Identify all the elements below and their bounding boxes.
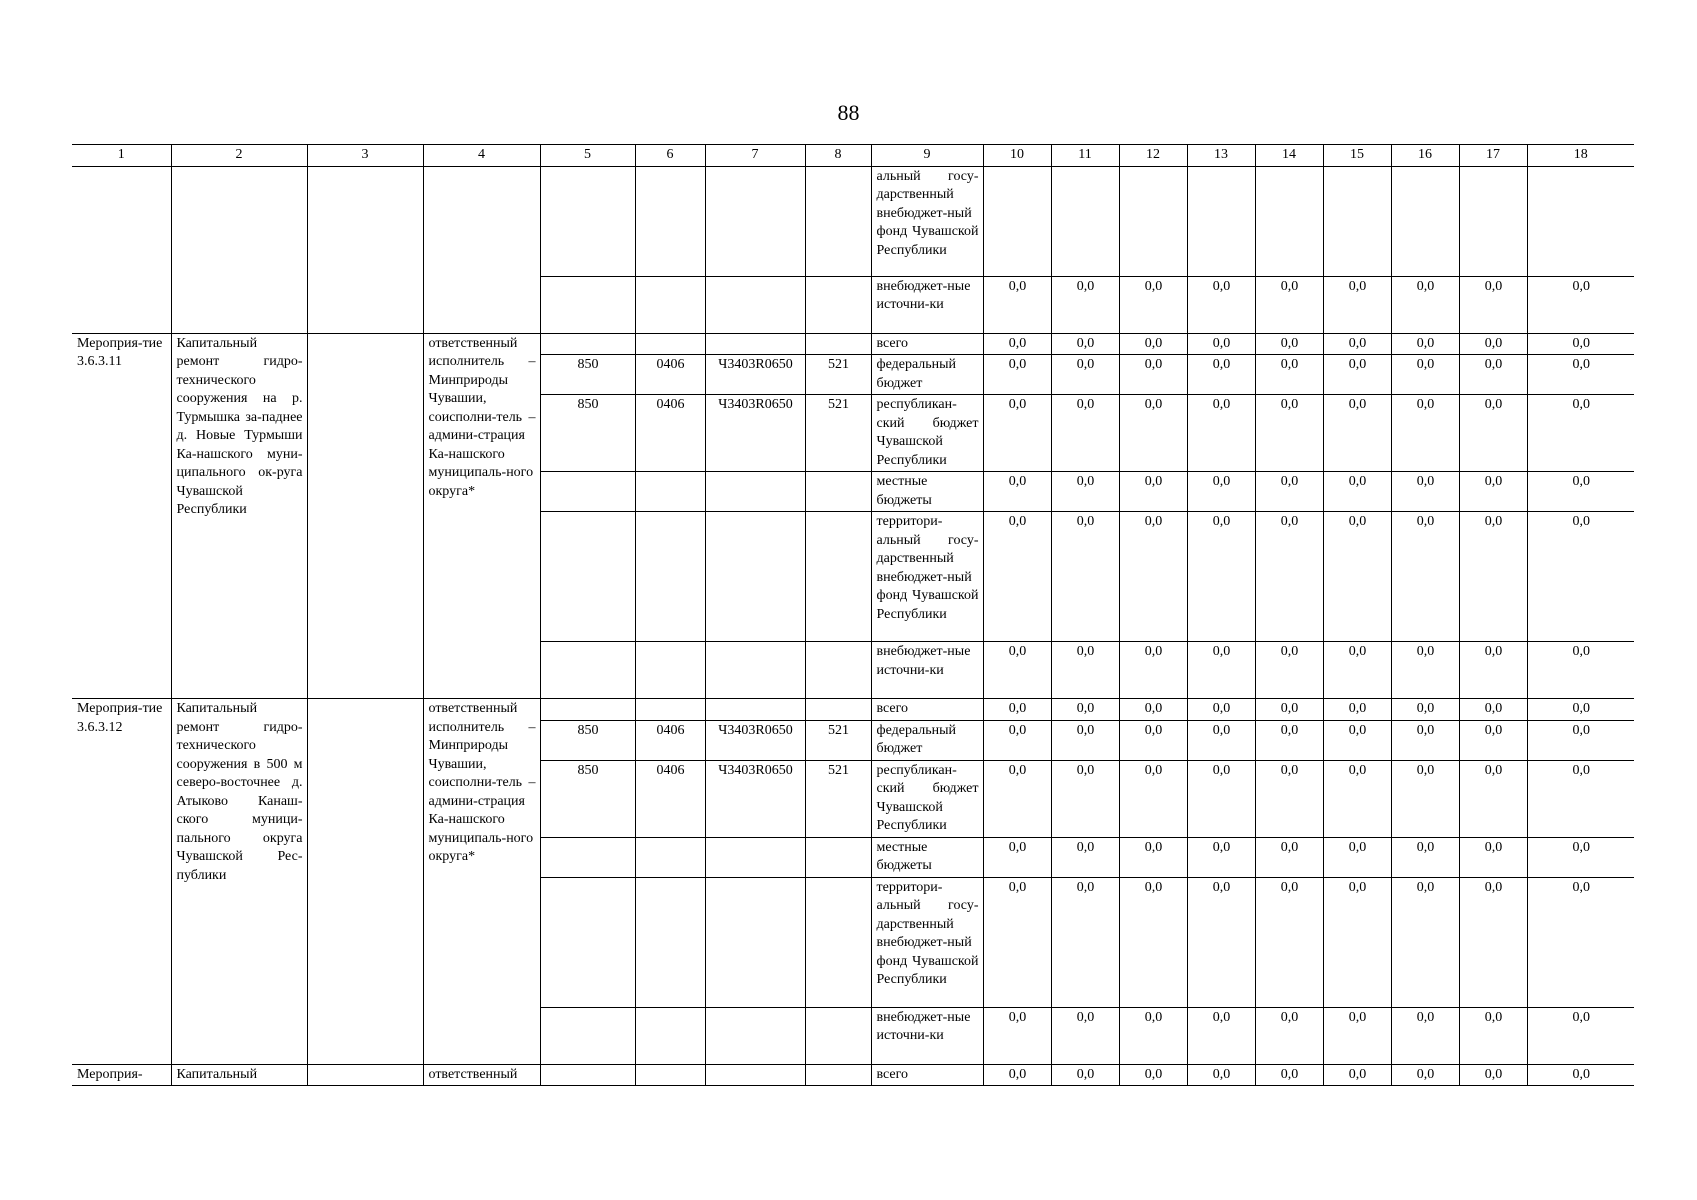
csr-cell: Ч3403R0650 bbox=[705, 355, 805, 395]
value-cell: 0,0 bbox=[983, 276, 1051, 333]
value-cell: 0,0 bbox=[1459, 472, 1527, 512]
value-cell: 0,0 bbox=[1187, 512, 1255, 642]
value-cell: 0,0 bbox=[1391, 333, 1459, 355]
value-cell: 0,0 bbox=[1391, 395, 1459, 472]
value-cell: 0,0 bbox=[983, 355, 1051, 395]
value-cell: 0,0 bbox=[1051, 276, 1119, 333]
grbs-cell bbox=[540, 1007, 635, 1064]
vr-cell: 521 bbox=[805, 720, 871, 760]
funding-source-cell: республикан-ский бюджет Чувашской Республики bbox=[871, 395, 983, 472]
value-cell: 0,0 bbox=[1255, 512, 1323, 642]
funding-source-cell: республикан-ский бюджет Чувашской Республики bbox=[871, 760, 983, 837]
value-cell: 0,0 bbox=[1051, 512, 1119, 642]
column-header: 7 bbox=[705, 145, 805, 167]
vr-cell bbox=[805, 1064, 871, 1086]
value-cell: 0,0 bbox=[1391, 837, 1459, 877]
column-header: 5 bbox=[540, 145, 635, 167]
csr-cell bbox=[705, 877, 805, 1007]
column-header: 15 bbox=[1323, 145, 1391, 167]
executor-cell bbox=[423, 166, 540, 333]
activity-id-cell: Мероприя-тие 3.6.3.11 bbox=[72, 333, 171, 699]
value-cell: 0,0 bbox=[1391, 1007, 1459, 1064]
value-cell: 0,0 bbox=[1459, 720, 1527, 760]
rz-cell bbox=[635, 333, 705, 355]
csr-cell bbox=[705, 642, 805, 699]
value-cell: 0,0 bbox=[1187, 760, 1255, 837]
csr-cell: Ч3403R0650 bbox=[705, 760, 805, 837]
value-cell: 0,0 bbox=[1527, 395, 1634, 472]
value-cell: 0,0 bbox=[1459, 1007, 1527, 1064]
value-cell: 0,0 bbox=[1527, 1007, 1634, 1064]
table-row bbox=[72, 1064, 1634, 1086]
vr-cell bbox=[805, 166, 871, 276]
value-cell: 0,0 bbox=[1391, 472, 1459, 512]
value-cell: 0,0 bbox=[1051, 1064, 1119, 1086]
budget-table bbox=[72, 144, 1634, 1086]
funding-source-cell: всего bbox=[871, 1064, 983, 1086]
value-cell: 0,0 bbox=[1051, 333, 1119, 355]
column-3-cell bbox=[307, 333, 423, 699]
value-cell: 0,0 bbox=[1119, 837, 1187, 877]
vr-cell bbox=[805, 877, 871, 1007]
rz-cell: 0406 bbox=[635, 395, 705, 472]
vr-cell bbox=[805, 642, 871, 699]
value-cell: 0,0 bbox=[983, 472, 1051, 512]
column-header: 14 bbox=[1255, 145, 1323, 167]
value-cell bbox=[1255, 166, 1323, 276]
value-cell: 0,0 bbox=[1051, 877, 1119, 1007]
value-cell: 0,0 bbox=[1527, 760, 1634, 837]
column-header: 11 bbox=[1051, 145, 1119, 167]
value-cell: 0,0 bbox=[1527, 355, 1634, 395]
funding-source-cell: территори-альный госу-дарственный внебюджет-ный фонд Чувашской Республики bbox=[871, 512, 983, 642]
value-cell: 0,0 bbox=[983, 512, 1051, 642]
table-row bbox=[72, 166, 1634, 276]
value-cell: 0,0 bbox=[1323, 1007, 1391, 1064]
activity-name-cell: Капитальный ремонт гидро-технического сооружения в 500 м северо-восточнее д. Атыково Канаш-ского муници-пального округа Чувашской Рес-публики bbox=[171, 699, 307, 1065]
vr-cell bbox=[805, 699, 871, 721]
column-header: 13 bbox=[1187, 145, 1255, 167]
value-cell: 0,0 bbox=[1255, 760, 1323, 837]
value-cell: 0,0 bbox=[983, 333, 1051, 355]
value-cell: 0,0 bbox=[983, 395, 1051, 472]
value-cell: 0,0 bbox=[1527, 837, 1634, 877]
value-cell: 0,0 bbox=[1459, 1064, 1527, 1086]
column-header: 17 bbox=[1459, 145, 1527, 167]
funding-source-cell: внебюджет-ные источни-ки bbox=[871, 642, 983, 699]
rz-cell bbox=[635, 1007, 705, 1064]
funding-source-cell: федеральный бюджет bbox=[871, 720, 983, 760]
value-cell: 0,0 bbox=[1323, 276, 1391, 333]
funding-source-cell: альный госу-дарственный внебюджет-ный фонд Чувашской Республики bbox=[871, 166, 983, 276]
column-header: 3 bbox=[307, 145, 423, 167]
value-cell: 0,0 bbox=[1255, 720, 1323, 760]
rz-cell: 0406 bbox=[635, 355, 705, 395]
value-cell: 0,0 bbox=[1391, 512, 1459, 642]
grbs-cell bbox=[540, 1064, 635, 1086]
activity-id-cell: Мероприя-тие 3.6.3.12 bbox=[72, 699, 171, 1065]
value-cell: 0,0 bbox=[1255, 355, 1323, 395]
grbs-cell: 850 bbox=[540, 355, 635, 395]
value-cell bbox=[1323, 166, 1391, 276]
column-number-row bbox=[72, 145, 1634, 167]
value-cell: 0,0 bbox=[1459, 699, 1527, 721]
value-cell: 0,0 bbox=[1459, 395, 1527, 472]
column-header: 9 bbox=[871, 145, 983, 167]
funding-source-cell: местные бюджеты bbox=[871, 472, 983, 512]
column-header: 12 bbox=[1119, 145, 1187, 167]
value-cell: 0,0 bbox=[1187, 720, 1255, 760]
value-cell: 0,0 bbox=[983, 720, 1051, 760]
vr-cell bbox=[805, 837, 871, 877]
grbs-cell bbox=[540, 166, 635, 276]
grbs-cell: 850 bbox=[540, 760, 635, 837]
value-cell bbox=[983, 166, 1051, 276]
value-cell: 0,0 bbox=[1527, 877, 1634, 1007]
value-cell: 0,0 bbox=[1119, 276, 1187, 333]
rz-cell bbox=[635, 699, 705, 721]
value-cell: 0,0 bbox=[1051, 699, 1119, 721]
value-cell: 0,0 bbox=[1323, 333, 1391, 355]
csr-cell: Ч3403R0650 bbox=[705, 395, 805, 472]
rz-cell: 0406 bbox=[635, 720, 705, 760]
activity-id-cell bbox=[72, 166, 171, 333]
value-cell: 0,0 bbox=[1323, 720, 1391, 760]
value-cell: 0,0 bbox=[1051, 395, 1119, 472]
value-cell: 0,0 bbox=[1119, 760, 1187, 837]
column-3-cell bbox=[307, 166, 423, 333]
vr-cell bbox=[805, 512, 871, 642]
rz-cell bbox=[635, 472, 705, 512]
csr-cell bbox=[705, 333, 805, 355]
value-cell: 0,0 bbox=[1051, 760, 1119, 837]
value-cell: 0,0 bbox=[1187, 877, 1255, 1007]
value-cell: 0,0 bbox=[1323, 1064, 1391, 1086]
value-cell: 0,0 bbox=[1051, 642, 1119, 699]
value-cell: 0,0 bbox=[983, 699, 1051, 721]
value-cell: 0,0 bbox=[983, 1007, 1051, 1064]
funding-source-cell: федеральный бюджет bbox=[871, 355, 983, 395]
value-cell: 0,0 bbox=[1323, 699, 1391, 721]
executor-cell: ответственный исполнитель – Минприроды Чувашии, соисполни-тель – админи-страция Ка-нашского муниципаль-ного округа* bbox=[423, 333, 540, 699]
value-cell: 0,0 bbox=[1391, 355, 1459, 395]
funding-source-cell: территори-альный госу-дарственный внебюджет-ный фонд Чувашской Республики bbox=[871, 877, 983, 1007]
value-cell: 0,0 bbox=[1119, 395, 1187, 472]
value-cell: 0,0 bbox=[1187, 699, 1255, 721]
value-cell: 0,0 bbox=[1391, 877, 1459, 1007]
value-cell: 0,0 bbox=[983, 877, 1051, 1007]
grbs-cell bbox=[540, 642, 635, 699]
value-cell: 0,0 bbox=[1323, 877, 1391, 1007]
value-cell: 0,0 bbox=[1255, 395, 1323, 472]
value-cell: 0,0 bbox=[983, 837, 1051, 877]
value-cell: 0,0 bbox=[1323, 642, 1391, 699]
column-header: 4 bbox=[423, 145, 540, 167]
page-number: 88 bbox=[837, 100, 860, 125]
activity-id-cell: Мероприя- bbox=[72, 1064, 171, 1086]
value-cell: 0,0 bbox=[1119, 877, 1187, 1007]
column-header: 10 bbox=[983, 145, 1051, 167]
funding-source-cell: внебюджет-ные источни-ки bbox=[871, 1007, 983, 1064]
csr-cell bbox=[705, 276, 805, 333]
value-cell: 0,0 bbox=[1391, 699, 1459, 721]
column-header: 16 bbox=[1391, 145, 1459, 167]
value-cell: 0,0 bbox=[1459, 837, 1527, 877]
rz-cell bbox=[635, 642, 705, 699]
value-cell: 0,0 bbox=[1119, 1064, 1187, 1086]
value-cell: 0,0 bbox=[1323, 837, 1391, 877]
value-cell: 0,0 bbox=[1459, 512, 1527, 642]
activity-name-cell: Капитальный bbox=[171, 1064, 307, 1086]
value-cell bbox=[1051, 166, 1119, 276]
column-3-cell bbox=[307, 699, 423, 1065]
grbs-cell bbox=[540, 333, 635, 355]
value-cell: 0,0 bbox=[1527, 699, 1634, 721]
vr-cell: 521 bbox=[805, 760, 871, 837]
csr-cell bbox=[705, 472, 805, 512]
executor-cell: ответственный bbox=[423, 1064, 540, 1086]
value-cell bbox=[1187, 166, 1255, 276]
value-cell: 0,0 bbox=[1187, 355, 1255, 395]
funding-source-cell: всего bbox=[871, 333, 983, 355]
activity-name-cell: Капитальный ремонт гидро-технического сооружения на р. Турмышка за-паднее д. Новые Турмыши Ка-нашского муни-ципального ок-руга Чувашской Республики bbox=[171, 333, 307, 699]
csr-cell: Ч3403R0650 bbox=[705, 720, 805, 760]
grbs-cell bbox=[540, 472, 635, 512]
value-cell: 0,0 bbox=[1527, 472, 1634, 512]
value-cell: 0,0 bbox=[1119, 512, 1187, 642]
value-cell: 0,0 bbox=[1119, 699, 1187, 721]
value-cell: 0,0 bbox=[1323, 512, 1391, 642]
value-cell: 0,0 bbox=[1255, 333, 1323, 355]
value-cell: 0,0 bbox=[1323, 760, 1391, 837]
value-cell: 0,0 bbox=[983, 760, 1051, 837]
value-cell: 0,0 bbox=[1459, 760, 1527, 837]
value-cell: 0,0 bbox=[1527, 720, 1634, 760]
column-header: 8 bbox=[805, 145, 871, 167]
rz-cell bbox=[635, 166, 705, 276]
rz-cell bbox=[635, 276, 705, 333]
funding-source-cell: всего bbox=[871, 699, 983, 721]
value-cell: 0,0 bbox=[983, 642, 1051, 699]
value-cell: 0,0 bbox=[1255, 699, 1323, 721]
funding-source-cell: местные бюджеты bbox=[871, 837, 983, 877]
value-cell: 0,0 bbox=[1459, 333, 1527, 355]
value-cell: 0,0 bbox=[1527, 276, 1634, 333]
csr-cell bbox=[705, 1007, 805, 1064]
value-cell: 0,0 bbox=[1323, 395, 1391, 472]
vr-cell: 521 bbox=[805, 355, 871, 395]
activity-name-cell bbox=[171, 166, 307, 333]
grbs-cell bbox=[540, 877, 635, 1007]
value-cell: 0,0 bbox=[1459, 642, 1527, 699]
table-row bbox=[72, 333, 1634, 355]
grbs-cell bbox=[540, 512, 635, 642]
value-cell: 0,0 bbox=[1391, 642, 1459, 699]
grbs-cell: 850 bbox=[540, 395, 635, 472]
value-cell: 0,0 bbox=[1255, 837, 1323, 877]
value-cell: 0,0 bbox=[1187, 472, 1255, 512]
value-cell: 0,0 bbox=[1187, 333, 1255, 355]
csr-cell bbox=[705, 512, 805, 642]
value-cell bbox=[1459, 166, 1527, 276]
vr-cell bbox=[805, 1007, 871, 1064]
value-cell: 0,0 bbox=[1119, 355, 1187, 395]
value-cell: 0,0 bbox=[1187, 1007, 1255, 1064]
value-cell: 0,0 bbox=[1459, 276, 1527, 333]
value-cell: 0,0 bbox=[1527, 1064, 1634, 1086]
value-cell: 0,0 bbox=[1187, 642, 1255, 699]
rz-cell bbox=[635, 877, 705, 1007]
executor-cell: ответственный исполнитель – Минприроды Чувашии, соисполни-тель – админи-страция Ка-нашского муниципаль-ного округа* bbox=[423, 699, 540, 1065]
value-cell: 0,0 bbox=[1051, 1007, 1119, 1064]
vr-cell bbox=[805, 276, 871, 333]
value-cell: 0,0 bbox=[1187, 395, 1255, 472]
value-cell: 0,0 bbox=[1391, 720, 1459, 760]
value-cell: 0,0 bbox=[1323, 472, 1391, 512]
value-cell: 0,0 bbox=[1459, 355, 1527, 395]
vr-cell: 521 bbox=[805, 395, 871, 472]
value-cell: 0,0 bbox=[1391, 760, 1459, 837]
rz-cell: 0406 bbox=[635, 760, 705, 837]
value-cell: 0,0 bbox=[1119, 472, 1187, 512]
column-header: 2 bbox=[171, 145, 307, 167]
csr-cell bbox=[705, 699, 805, 721]
grbs-cell bbox=[540, 276, 635, 333]
rz-cell bbox=[635, 1064, 705, 1086]
value-cell: 0,0 bbox=[1391, 276, 1459, 333]
value-cell bbox=[1119, 166, 1187, 276]
value-cell: 0,0 bbox=[1255, 276, 1323, 333]
table-body bbox=[72, 145, 1634, 1086]
value-cell: 0,0 bbox=[1119, 333, 1187, 355]
value-cell: 0,0 bbox=[1255, 642, 1323, 699]
value-cell: 0,0 bbox=[1187, 1064, 1255, 1086]
rz-cell bbox=[635, 837, 705, 877]
grbs-cell: 850 bbox=[540, 720, 635, 760]
value-cell bbox=[1527, 166, 1634, 276]
value-cell: 0,0 bbox=[1527, 642, 1634, 699]
value-cell: 0,0 bbox=[983, 1064, 1051, 1086]
table-row bbox=[72, 699, 1634, 721]
grbs-cell bbox=[540, 837, 635, 877]
value-cell: 0,0 bbox=[1255, 877, 1323, 1007]
value-cell: 0,0 bbox=[1051, 355, 1119, 395]
vr-cell bbox=[805, 333, 871, 355]
value-cell: 0,0 bbox=[1323, 355, 1391, 395]
value-cell: 0,0 bbox=[1527, 512, 1634, 642]
value-cell: 0,0 bbox=[1051, 720, 1119, 760]
value-cell: 0,0 bbox=[1459, 877, 1527, 1007]
value-cell: 0,0 bbox=[1051, 837, 1119, 877]
value-cell: 0,0 bbox=[1255, 1064, 1323, 1086]
csr-cell bbox=[705, 1064, 805, 1086]
grbs-cell bbox=[540, 699, 635, 721]
column-header: 1 bbox=[72, 145, 171, 167]
rz-cell bbox=[635, 512, 705, 642]
value-cell: 0,0 bbox=[1255, 1007, 1323, 1064]
column-3-cell bbox=[307, 1064, 423, 1086]
column-header: 18 bbox=[1527, 145, 1634, 167]
value-cell: 0,0 bbox=[1391, 1064, 1459, 1086]
value-cell bbox=[1391, 166, 1459, 276]
value-cell: 0,0 bbox=[1527, 333, 1634, 355]
value-cell: 0,0 bbox=[1119, 720, 1187, 760]
value-cell: 0,0 bbox=[1255, 472, 1323, 512]
funding-source-cell: внебюджет-ные источни-ки bbox=[871, 276, 983, 333]
value-cell: 0,0 bbox=[1187, 837, 1255, 877]
csr-cell bbox=[705, 837, 805, 877]
vr-cell bbox=[805, 472, 871, 512]
csr-cell bbox=[705, 166, 805, 276]
column-header: 6 bbox=[635, 145, 705, 167]
value-cell: 0,0 bbox=[1187, 276, 1255, 333]
value-cell: 0,0 bbox=[1119, 642, 1187, 699]
value-cell: 0,0 bbox=[1119, 1007, 1187, 1064]
value-cell: 0,0 bbox=[1051, 472, 1119, 512]
